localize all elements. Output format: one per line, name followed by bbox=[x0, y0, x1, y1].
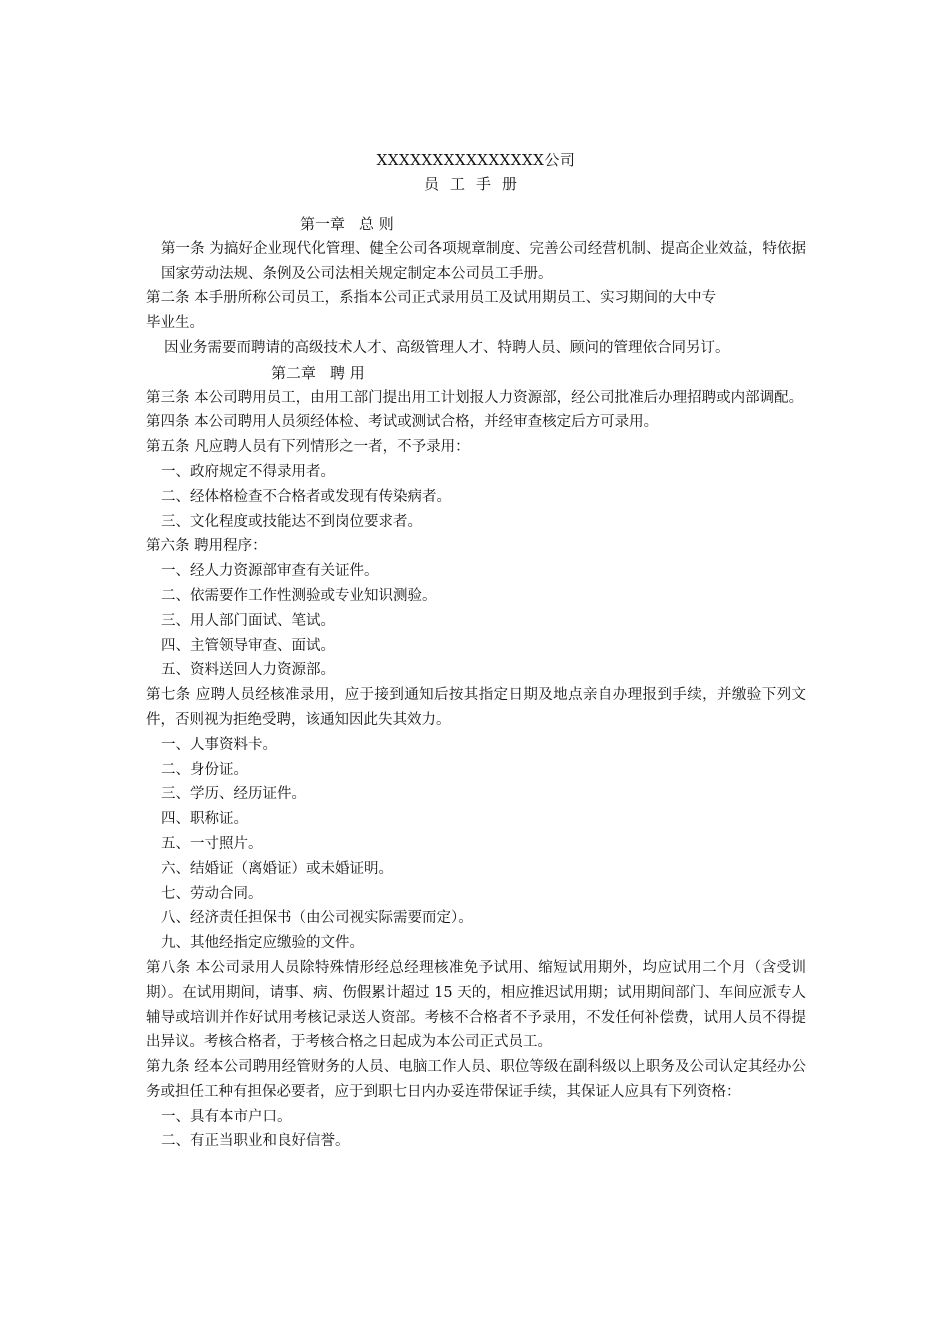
chapter-2-heading bbox=[146, 361, 806, 386]
article-7-item: 四、职称证。 bbox=[161, 811, 248, 828]
document-subtitle: 员工手册 bbox=[423, 175, 528, 193]
article-7-item: 五、一寸照片。 bbox=[161, 835, 263, 852]
article-7-item: 八、经济责任担保书（由公司视实际需要而定）。 bbox=[161, 910, 473, 927]
article-3: 第三条 本公司聘用员工，由用工部门提出用工计划报人力资源部，经公司批准后办理招聘或内部调配。 bbox=[146, 389, 804, 406]
article-6-item: 一、经人力资源部审查有关证件。 bbox=[161, 563, 379, 580]
article-7-item: 二、身份证。 bbox=[161, 761, 248, 778]
article-6-item: 三、用人部门面试、笔试。 bbox=[161, 612, 335, 629]
article-9: 第九条 经本公司聘用经管财务的人员、电脑工作人员、职位等级在副科级以上职务及公司认定其经办公务或担任工种有担保必要者，应于到职七日内办妥连带保证手续，其保证人应具有下列资格： bbox=[146, 1059, 806, 1100]
article-7-item: 一、人事资料卡。 bbox=[161, 736, 277, 753]
chapter-2-name: 聘 用 bbox=[330, 363, 365, 382]
article-2-line-2: 毕业生。 bbox=[146, 315, 204, 332]
chapter-1-number: 第一章 bbox=[300, 215, 346, 233]
article-7-item: 九、其他经指定应缴验的文件。 bbox=[161, 935, 364, 952]
article-7-item: 七、劳动合同。 bbox=[161, 885, 263, 902]
article-9-item: 二、有正当职业和良好信誉。 bbox=[161, 1133, 350, 1150]
article-6: 第六条 聘用程序： bbox=[146, 538, 267, 555]
chapter-1-heading bbox=[146, 212, 806, 237]
chapter-2-number: 第二章 bbox=[271, 363, 317, 382]
article-6-item: 四、主管领导审查、面试。 bbox=[161, 637, 335, 654]
article-5-item: 三、文化程度或技能达不到岗位要求者。 bbox=[161, 513, 422, 530]
article-7-item: 三、学历、经历证件。 bbox=[161, 786, 306, 803]
article-4: 第四条 本公司聘用人员须经体检、考试或测试合格，并经审查核定后方可录用。 bbox=[146, 414, 659, 431]
article-8: 第八条 本公司录用人员除特殊情形经总经理核准免予试用、缩短试用期外，均应试用二个月（含受训期）。在试用期间，请事、病、伤假累计超过 15 天的，相应推迟试用期；试用期间部门、车间应派专人辅导或培训并作好试用考核记录送人资部。考核不合格者不予录用，不发任何补偿费，试用人员不得提出异议。考核合格者，于考核合格之日起成为本公司正式员工。 bbox=[146, 959, 806, 1051]
article-1: 第一条 为搞好企业现代化管理、健全公司各项规章制度、完善公司经营机制、提高企业效益，特依据国家劳动法规、条例及公司法相关规定制定本公司员工手册。 bbox=[161, 240, 806, 282]
article-6-item: 二、依需要作工作性测验或专业知识测验。 bbox=[161, 587, 437, 604]
chapter-1-name: 总 则 bbox=[359, 215, 394, 233]
article-9-item: 一、具有本市户口。 bbox=[161, 1108, 292, 1125]
article-5-item: 一、政府规定不得录用者。 bbox=[161, 463, 335, 480]
document-title: XXXXXXXXXXXXXXX公司 bbox=[376, 151, 576, 169]
article-6-item: 五、资料送回人力资源部。 bbox=[161, 662, 335, 679]
document-body bbox=[146, 148, 806, 1154]
article-5: 第五条 凡应聘人员有下列情形之一者，不予录用： bbox=[146, 439, 470, 456]
article-2-supplement: 因业务需要而聘请的高级技术人才、高级管理人才、特聘人员、顾问的管理依合同另订。 bbox=[164, 339, 730, 356]
article-5-item: 二、经体格检查不合格者或发现有传染病者。 bbox=[161, 488, 451, 505]
article-2-line-1: 第二条 本手册所称公司员工，系指本公司正式录用员工及试用期员工、实习期间的大中专 bbox=[146, 290, 717, 307]
article-7: 第七条 应聘人员经核准录用，应于接到通知后按其指定日期及地点亲自办理报到手续，并缴验下列文件，否则视为拒绝受聘，该通知因此失其效力。 bbox=[146, 687, 806, 728]
article-7-item: 六、结婚证（离婚证）或未婚证明。 bbox=[161, 860, 393, 877]
